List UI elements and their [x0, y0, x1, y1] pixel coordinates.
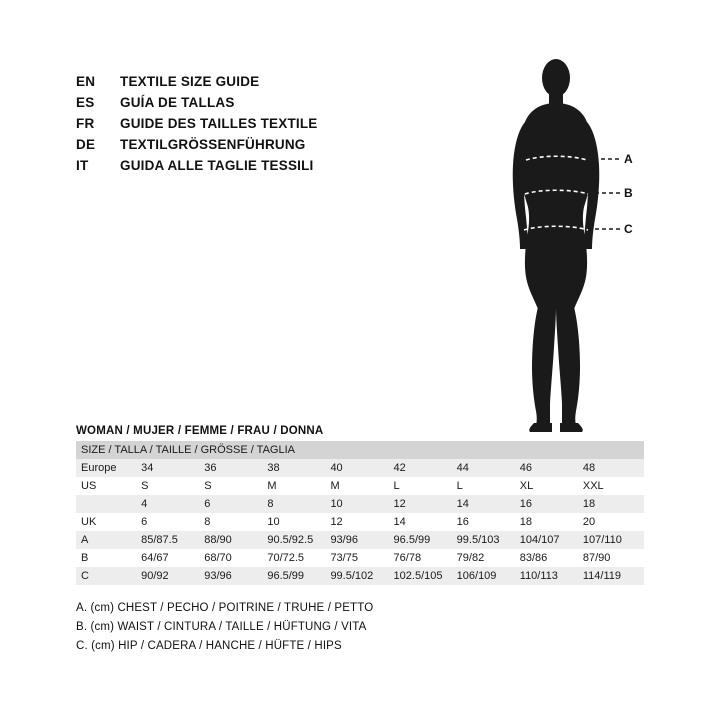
cell: 93/96	[202, 567, 265, 585]
cell: XXL	[581, 477, 644, 495]
marker-label-b: B	[624, 186, 633, 200]
cell: 8	[265, 495, 328, 513]
cell: 6	[202, 495, 265, 513]
row-label: US	[76, 477, 139, 495]
cell: 12	[328, 513, 391, 531]
cell: 70/72.5	[265, 549, 328, 567]
title-row-it	[76, 158, 496, 177]
cell: 114/119	[581, 567, 644, 585]
cell: 99.5/103	[455, 531, 518, 549]
cell: 107/110	[581, 531, 644, 549]
cell: 16	[455, 513, 518, 531]
title-row-de	[76, 137, 496, 156]
size-guide-title-block	[76, 74, 496, 179]
cell: 87/90	[581, 549, 644, 567]
cell: 18	[518, 513, 581, 531]
table-caption: WOMAN / MUJER / FEMME / FRAU / DONNA	[76, 425, 324, 437]
cell: 104/107	[518, 531, 581, 549]
cell: S	[202, 477, 265, 495]
size-table-section	[76, 425, 644, 585]
title-lang-fr: FR	[76, 116, 95, 131]
cell: 93/96	[328, 531, 391, 549]
cell: 36	[202, 459, 265, 477]
cell: 18	[581, 495, 644, 513]
cell: 12	[392, 495, 455, 513]
title-lang-es: ES	[76, 95, 95, 110]
cell: 96.5/99	[392, 531, 455, 549]
legend-line-c: C. (cm) HIP / CADERA / HANCHE / HÜFTE / HIPS	[76, 640, 342, 652]
cell: 96.5/99	[265, 567, 328, 585]
cell: 90.5/92.5	[265, 531, 328, 549]
title-text-en: TEXTILE SIZE GUIDE	[120, 74, 260, 89]
table-row	[76, 549, 644, 567]
row-label: B	[76, 549, 139, 567]
title-text-es: GUÍA DE TALLAS	[120, 95, 235, 110]
cell: 44	[455, 459, 518, 477]
title-text-de: TEXTILGRÖSSENFÜHRUNG	[120, 137, 306, 152]
table-row	[76, 531, 644, 549]
cell: XL	[518, 477, 581, 495]
cell: 8	[202, 513, 265, 531]
cell: 99.5/102	[328, 567, 391, 585]
cell: 79/82	[455, 549, 518, 567]
measurement-legend	[76, 602, 576, 659]
cell: 42	[392, 459, 455, 477]
cell: 14	[455, 495, 518, 513]
table-header-label: SIZE / TALLA / TAILLE / GRÖSSE / TAGLIA	[76, 441, 644, 459]
cell: L	[455, 477, 518, 495]
table-row	[76, 477, 644, 495]
row-label	[76, 495, 139, 513]
row-label: Europe	[76, 459, 139, 477]
cell: 110/113	[518, 567, 581, 585]
cell: 6	[139, 513, 202, 531]
cell: S	[139, 477, 202, 495]
legend-line-a: A. (cm) CHEST / PECHO / POITRINE / TRUHE / PETTO	[76, 602, 374, 614]
title-text-it: GUIDA ALLE TAGLIE TESSILI	[120, 158, 314, 173]
cell: 64/67	[139, 549, 202, 567]
cell: 46	[518, 459, 581, 477]
row-label: C	[76, 567, 139, 585]
title-lang-de: DE	[76, 137, 96, 152]
cell: 20	[581, 513, 644, 531]
title-row-en	[76, 74, 496, 93]
cell: 10	[328, 495, 391, 513]
table-row	[76, 495, 644, 513]
cell: 48	[581, 459, 644, 477]
cell: 76/78	[392, 549, 455, 567]
cell: 85/87.5	[139, 531, 202, 549]
title-text-fr: GUIDE DES TAILLES TEXTILE	[120, 116, 318, 131]
title-lang-en: EN	[76, 74, 96, 89]
cell: 34	[139, 459, 202, 477]
title-row-es	[76, 95, 496, 114]
cell: 38	[265, 459, 328, 477]
cell: M	[328, 477, 391, 495]
row-label: UK	[76, 513, 139, 531]
cell: 88/90	[202, 531, 265, 549]
cell: 83/86	[518, 549, 581, 567]
cell: 68/70	[202, 549, 265, 567]
cell: 14	[392, 513, 455, 531]
marker-label-a: A	[624, 152, 633, 166]
table-row	[76, 567, 644, 585]
cell: 10	[265, 513, 328, 531]
female-silhouette-icon	[470, 55, 690, 435]
size-table	[76, 441, 644, 585]
table-row	[76, 459, 644, 477]
legend-line-b: B. (cm) WAIST / CINTURA / TAILLE / HÜFTUNG / VITA	[76, 621, 367, 633]
cell: 16	[518, 495, 581, 513]
body-figure	[470, 55, 690, 435]
marker-label-c: C	[624, 222, 633, 236]
cell: 40	[328, 459, 391, 477]
cell: 106/109	[455, 567, 518, 585]
cell: M	[265, 477, 328, 495]
cell: 4	[139, 495, 202, 513]
cell: L	[392, 477, 455, 495]
cell: 102.5/105	[392, 567, 455, 585]
row-label: A	[76, 531, 139, 549]
cell: 90/92	[139, 567, 202, 585]
cell: 73/75	[328, 549, 391, 567]
table-header-row	[76, 441, 644, 459]
table-row	[76, 513, 644, 531]
title-lang-it: IT	[76, 158, 89, 173]
title-row-fr	[76, 116, 496, 135]
